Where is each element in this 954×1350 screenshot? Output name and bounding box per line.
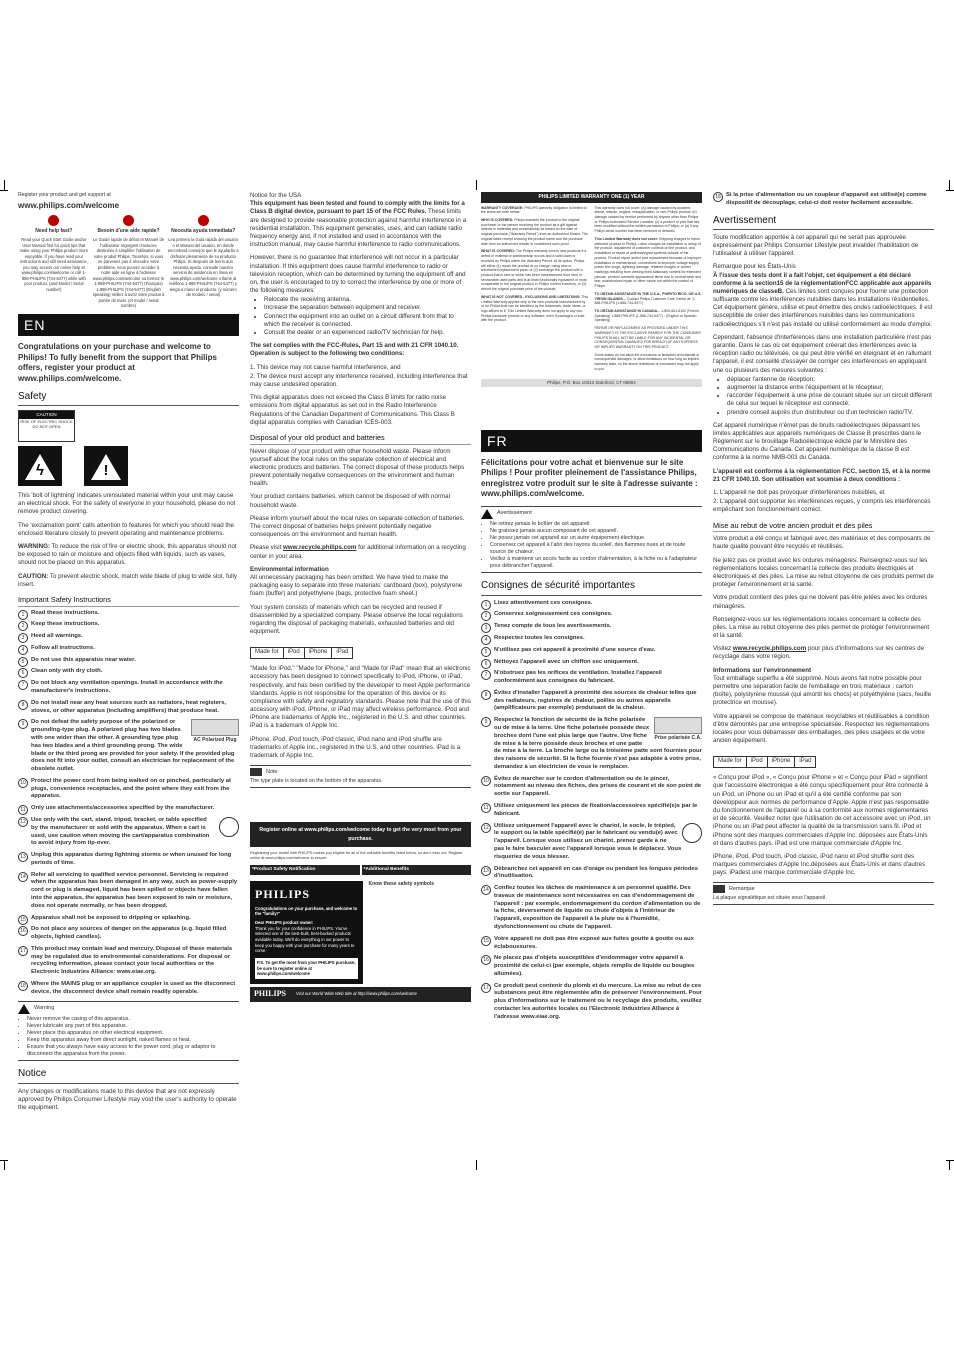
reg-head-benefits: *Additional Benefits: [362, 865, 472, 875]
recycle-link-fr[interactable]: www.recycle.philips.com: [732, 645, 807, 653]
list-item: • raccorder l'équipement à une prise de courant située sur un circuit différent de celui sur lequel le récepteur est connecté;: [727, 392, 934, 408]
warning-box-title: Warning: [34, 1004, 55, 1011]
warning-paragraph: [18, 543, 239, 568]
instruction-item: [481, 823, 702, 862]
list-item: • Increase the separation between equipment and receiver.: [264, 304, 471, 312]
usa-text-fr: Ces limites sont conçues pour fournir une protection suffisante contre les interférences nuisibles dans les installations résidentielles. Cet équipement génère, utilise et peut émettre des ondes radioélectriques. Il est susceptible de créer des interférences nuisibles dans les communications radioélectriques s'il n'est pas installé ou utilisé conformément au mode d'emploi.: [713, 287, 933, 328]
measures-list-fr: [713, 376, 934, 417]
safety-symbols-card: [369, 881, 472, 984]
instruction-text: Évitez d'installer l'appareil à proximité des sources de chaleur telles que des radiateurs, registres de chaleur, poêles ou autres appareils (amplificateurs par exemple) produisant de la chaleur.: [494, 689, 697, 712]
list-item: • Never place this apparatus on other electrical equipment.: [27, 1030, 239, 1037]
disposal-5-fr: [713, 645, 934, 661]
instruction-item: [481, 936, 702, 952]
help-body: Le Guide rapide de début et Manuel de l'utilisateur regorgent d'astuces destinées à simplifier l'utilisation de votre produit Philips. Toutefois, si vous ne parvenez pas à résoudre votre problème, vous pouvez accéder à notre aide en ligne à l'adresse www.philips.com/welcome ou formez le 1-888-PHILIPS (744-5477) (Français) 1-888-PHILIPS (744-5477) (English speaking) Veillez à avoir votre produit à portée de main. (et model / serial nombre): [92, 237, 165, 309]
warr-what-title: WHAT IS COVERED:: [481, 249, 515, 254]
language-bar-en: EN: [18, 314, 239, 336]
list-item: • Never remove the casing of this apparatus.: [27, 1016, 239, 1023]
instruction-number: 8: [18, 700, 28, 710]
usa-text: These limits are designed to provide reasonable protection against harmful interference in a residential installation. This equipment generates, uses, and can radiate radio frequency energy and, if not installed and used in accordance with the instruction manual, may cause harmful interference to radio communications.: [250, 208, 467, 249]
instruction-item: [481, 690, 702, 713]
warranty-title: PHILIPS LIMITED WARRANTY ONE (1) YEAR: [481, 192, 702, 203]
register-url[interactable]: www.philips.com/welcome: [18, 200, 120, 210]
instruction-item: [18, 817, 239, 848]
condition-2: 2. The device must accept any interference received, including interference that may cause undesired operation.: [250, 372, 468, 388]
instructions-list-fr-cont: [713, 192, 934, 208]
note-box: [250, 765, 471, 788]
instruction-number: 6: [18, 668, 28, 678]
help-title: Need help fast?: [35, 228, 73, 235]
bolt-text: This 'bolt of lightning' indicates uninsulated material within your unit may cause an electrical shock. For the safety of everyone in your household, please do not remove product covering.: [18, 492, 236, 516]
note-icon: [713, 885, 725, 893]
instruction-number: 3: [481, 623, 491, 633]
card-body: Thank you for your confidence in PHILIPS. You've selected one of the best-built, best-backed products available today. We'll do everything in our power to keep you happy with your purchase for many years to come.: [255, 925, 355, 954]
warning-label: WARNING:: [18, 543, 50, 551]
important-title: Important Safety Instructions: [18, 595, 239, 607]
instruction-item: [18, 926, 239, 942]
instructions-list-en: [18, 610, 239, 997]
usa-title: Notice for the USA: [250, 192, 302, 199]
register-headings: [250, 865, 471, 875]
instruction-number: 17: [18, 946, 28, 956]
instruction-item: [481, 635, 702, 643]
instruction-number: 7: [18, 680, 28, 690]
exclamation-icon: !: [84, 446, 128, 486]
disposal-2-fr: Ne jetez pas ce produit avec les ordures ménagères. Renseignez-vous sur les réglementations locales concernant la collecte des produits électriques et électroniques et des piles. La mise au rebut citoyenne de ces produits permet de protéger l'environnement et la santé.: [713, 556, 934, 589]
disposal-title-fr: Mise au rebut de votre ancien produit et des piles: [713, 521, 934, 533]
instruction-item: [481, 611, 702, 619]
instruction-text: Where the MAINS plug or an appliance coupler is used as the disconnect device, the disconnect device shall remain readily operable.: [31, 981, 236, 995]
warr-who-title: WHO IS COVERED:: [481, 218, 514, 223]
list-item: • prendre conseil auprès d'un distributeur ou d'un technicien radio/TV.: [727, 409, 934, 417]
crop-mark: [0, 190, 8, 199]
madefor-text-fr: « Conçu pour iPod », « Conçu pour iPhone » et « Conçu pour iPad » signifient que l'accessoire électronique a été conçu spécifiquement pour être connecté à un iPod, un iPhone ou un iPad et qu'il a été certifié conforme par son développeur aux normes de performance d'Apple. Apple n'est pas responsable du fonctionnement de l'appareil ou à sa conformité aux normes réglementaires et de sécurité. Veuillez noter que l'utilisation de cet accessoire avec un iPod, un iPhone ou un iPad peut affecter la qualité de la transmission sans fil. iPod et iPhone sont des marques commerciales d'Apple Inc. déposées aux États-Unis et dans d'autres pays. iPad est une marque commerciale d'Apple Inc.: [713, 774, 931, 847]
card-congrats: Congratulations on your purchase, and welcome to the "family!": [255, 905, 358, 917]
fcc-bold: The set complies with the FCC-Rules, Part 15 and with 21 CFR 1040.10. Operation is subject to the following two conditions:: [250, 342, 459, 358]
instruction-item: [481, 955, 702, 978]
instruction-item: [18, 610, 239, 618]
warr-who: Philips warrants the product to the original purchaser or the person receiving the product as a gift against defects in materials and workmanship as based on the date of original purchase ("Warranty Period") from an Authorized Dealer. The original sales receipt showing the product name and the purchase date from an authorized retailer is considered such proof.: [481, 218, 588, 246]
avert-title-2: Avertissement: [713, 214, 934, 230]
disposal-4-fr: Renseignez-vous sur les réglementations locales concernant la collecte des piles. La mise au rebut citoyenne des piles permet de protéger l'environnement et la santé.: [713, 615, 930, 640]
plug-icon: [654, 717, 702, 734]
instruction-number: 14: [18, 872, 28, 882]
warr-obtain: Contact Philips Customer Care Center at: 1-888-PHILIPS (1-888-744-5477): [594, 296, 696, 306]
help-badge-icon: [123, 215, 134, 226]
cart-warning-icon: [219, 817, 239, 837]
canada-text-fr: Cet appareil numérique n'émet pas de bruits radioélectriques dépassant les limites applicables aux appareils numériques de Classe B prescrites dans le Règlement sur le brouillage Radioélectrique édicté par le Ministère des Communications du Canada. Cet appareil numérique de la classe B est conforme à la norme NMB-003 du Canada.: [713, 421, 922, 462]
list-item: • Relocate the receiving antenna.: [264, 296, 471, 304]
instruction-text: N'obstruez pas les orifices de ventilation. Installez l'appareil conformément aux consignes du fabricant.: [494, 670, 662, 685]
disposal-4: [250, 544, 471, 560]
warr-cov-title: WARRANTY COVERAGE:: [481, 205, 524, 210]
instruction-item: [18, 668, 239, 676]
safety-sym-title: Know these safety symbols: [368, 881, 435, 888]
crop-mark: [946, 190, 954, 199]
help-title: Besoin d'une aide rapide?: [97, 228, 160, 235]
instruction-text: Évitez de marcher sur le cordon d'alimentation ou de le pincer, notamment au niveau des fiches, des prises de courant et de son point de sortie sur l'appareil.: [494, 775, 702, 798]
disposal-4a: Please visit: [250, 544, 282, 552]
language-bar-fr: FR: [481, 430, 702, 452]
instruction-text: Follow all instructions.: [31, 644, 95, 651]
instruction-number: 10: [18, 778, 28, 788]
column-english-1: [18, 192, 239, 1117]
plug-icon: [191, 719, 239, 736]
instruction-text: Do not place any sources of danger on the apparatus (e.g. liquid filled objects, lighted candles).: [31, 926, 227, 941]
crop-mark: [476, 1160, 478, 1170]
crop-mark: [949, 1160, 951, 1170]
crop-mark: [4, 180, 6, 190]
instruction-item: [18, 852, 239, 868]
caution2-label: CAUTION:: [18, 572, 49, 580]
env-title: Environmental information: [250, 565, 329, 573]
warr-excl: Shipping charges to return defective product to Philips. Labor charges for installation or setup of the product, adjustment of customer controls on the product, and installation or repair of antenna/signal systems outside of the product. Product repair and/or part replacement because of improper installation or maintenance, connections to improper voltage supply, power line surge, lightning damage, retained images or screen markings resulting from viewing fixed stationary content for extended periods, product cosmetic appearance items due to normal wear and tear, unauthorized repair or other cause not within the control of Philips.: [594, 236, 702, 289]
footer-logo: PHILIPS: [254, 988, 287, 998]
instruction-number: 2: [481, 611, 491, 621]
safety-title: Safety: [18, 390, 239, 406]
recycle-link[interactable]: www.recycle.philips.com: [283, 544, 357, 552]
avert-list: [481, 521, 702, 571]
warranty-text: [481, 206, 702, 375]
column-french-2: [713, 192, 934, 909]
instruction-text: Utilisez uniquement les pièces de fixation/accessoires spécifié(e)s par le fabricant.: [494, 803, 698, 817]
instruction-number: 13: [481, 866, 491, 876]
made-for-badge: [250, 647, 353, 659]
list-item: • déplacer l'antenne de réception;: [727, 376, 934, 384]
instruction-item: [18, 915, 239, 923]
instruction-text: Heed all warnings.: [31, 633, 83, 640]
help-badge-icon: [48, 215, 59, 226]
list-item: • Ne posez jamais cet appareil sur un autre équipement électrique.: [490, 535, 702, 542]
instruction-item: [481, 623, 702, 631]
usa-paragraph: [250, 200, 471, 249]
instruction-number: 2: [18, 621, 28, 631]
instruction-text: Nettoyez l'appareil avec un chiffon sec uniquement.: [494, 658, 639, 665]
canada-text: This digital apparatus does not exceed the Class B limits for radio noise emissions from digital apparatus as set out in the Radio Interference Regulations of the Canadian Department of Communications. This Class B digital apparatus complies with Canadian ICES-003.: [250, 394, 455, 426]
instruction-item: [481, 866, 702, 882]
crop-mark: [4, 1160, 6, 1170]
instruction-text: Read these instructions.: [31, 609, 100, 616]
condition-2-fr: 2. L'appareil doit supporter les interférences reçues, y compris les interférences empêchant son fonctionnement correct.: [713, 498, 931, 514]
plug-label: Prise polarisée C.A.: [654, 735, 702, 742]
warr-not-title: WHAT IS NOT COVERED - EXCLUSIONS AND LIMITATIONS:: [481, 294, 581, 299]
instruction-item: [18, 778, 239, 801]
help-panels: [18, 215, 239, 308]
list-item: • Consult the dealer or an experienced radio/TV technician for help.: [264, 329, 471, 337]
instruction-text: Tenez compte de tous les avertissements.: [494, 623, 612, 630]
instruction-text: Débranchez cet appareil en cas d'orage ou pendant les longues périodes d'inutilisation.: [494, 865, 699, 880]
warr-what: The Philips warranty covers new products if a defect in material or workmanship occurs and a valid claim is received by Philips within the Warranty Period. At its option, Philips will either (1) repair the product at no charge, using new or refurbished replacement parts, or (2) exchange the product with a product that is new or which has been manufactured from new, or serviceable used parts and is at least functionally equivalent or most comparable to the original product in Philips current inventory, or (3) refund the original purchase price of the product.: [481, 249, 587, 292]
caution-paragraph: [18, 573, 239, 589]
help-panel-en: [18, 215, 90, 308]
usa-text2: However, there is no guarantee that interference will not occur in a particular installation. If this equipment does cause harmful interference to radio or television reception, which can be determined by turning the equipment off and on, the user is encouraged to try to correct the interference by one or more of the following measures:: [250, 254, 466, 295]
instruction-number: 4: [481, 635, 491, 645]
instruction-item: [481, 659, 702, 667]
disposal-5b: pour plus d'informations sur les centres de recyclage dans votre région.: [713, 645, 925, 661]
mfi-iphone: iPhone: [768, 757, 796, 767]
env-1: All unnecessary packaging has been omitted. We have tried to make the packaging easy to separate into three materials: cardboard (box), polystyrene foam (buffer) and polyethylene (bags, protective foam sheet.): [250, 573, 463, 598]
list-item: • Ne retirez jamais le boîtier de cet appareil.: [490, 521, 702, 528]
condition-1: 1. This device may not cause harmful interference, and: [250, 363, 401, 371]
note-title: Note: [266, 768, 278, 775]
notice-text: Any changes or modifications made to this device that are not expressly approved by Philips Consumer Lifestyle may void the user's authority to operate the equipment.: [18, 1087, 237, 1111]
consignes-title: Consignes de sécurité importantes: [481, 579, 702, 595]
mfi-ipod: iPod: [284, 648, 305, 658]
warr-excl-title: This Limited Warranty does not cover:: [594, 236, 659, 241]
usa-bold-fr: À l'issue des tests dont il a fait l'objet, cet équipement a été déclaré conforme à la section15 de la réglementationFCC applicable aux appareils numériques de classeB.: [713, 271, 932, 295]
avert-box: [481, 506, 702, 574]
mfi-made: Made for: [251, 648, 284, 658]
instructions-list-fr: [481, 600, 702, 1022]
disposal-5a: Visitez: [713, 645, 732, 653]
register-bar: Register online at www.philips.com/welcome today to get the very most from your purchase.: [250, 822, 471, 847]
instruction-item: [18, 680, 239, 696]
warr-obtain-title: TO OBTAIN ASSISTANCE IN THE U.S.A., PUERTO RICO, OR U.S. VIRGIN ISLANDS...: [594, 291, 702, 301]
caution-label-box: [18, 410, 75, 442]
column-french-1: [481, 192, 702, 1026]
help-body: Lea primero la Guía rápida del usuario o el Manual del usuario, en donde encontrará consejos que le ayudarán a disfrutar plenamente de su producto Philips. Si después de leerlo aún necesita ayuda, consulte nuestro servicio de asistencia en línea en www.philips.com/welcome o llame al teléfono 1-888-PHILIPS (744-5477) y tenga a mano el producto. (y número de modelo / serial): [167, 237, 239, 298]
instruction-number: 5: [481, 647, 491, 657]
instruction-text: Use only with the cart, stand, tripod, bracket, or table specified by the manufacturer or sold with the apparatus. When a cart is used, use caution when moving the cart/apparatus combination to avoid injury from tip-over.: [31, 816, 210, 847]
congrats-fr: Félicitations pour votre achat et bienvenue sur le site Philips ! Pour profiter pleinement de l'assistance Philips, enregistrez votre produit sur le site à l'adresse suivante : www.philips.com/welcome.: [481, 458, 698, 499]
footer-text: Visit our World Wide Web Site at http://www.philips.com/welcome: [296, 991, 417, 997]
warr-repair: REPAIR OR REPLACEMENT AS PROVIDED UNDER THIS WARRANTY IS THE EXCLUSIVE REMEDY FOR THE CONSUMER. PHILIPS SHALL NOT BE LIABLE FOR ANY INCIDENTAL OR CONSEQUENTIAL DAMAGES FOR BREACH OF ANY EXPRESS OR IMPLIED WARRANTY ON THIS PRODUCT.: [594, 326, 702, 349]
warr-canada: 1-800-661-6162 (French Speaking) 1-888-PHILIPS (1-888-744-5477) - (English or Spanish Speaking): [594, 308, 700, 323]
philips-logo: PHILIPS: [255, 887, 311, 902]
instruction-text: Do not block any ventilation openings. Install in accordance with the manufacturer's instructions.: [31, 680, 223, 695]
cart-warning-icon: [682, 823, 702, 843]
instruction-item: [18, 719, 239, 773]
instruction-text: Lisez attentivement ces consignes.: [494, 599, 593, 606]
disposal-4b: for additional information on a recycling center in your area.: [250, 544, 466, 560]
warning-box: [18, 1001, 239, 1062]
instruction-text: Utilisez uniquement l'appareil avec le chariot, le socle, le trépied, le support ou la table spécifié(e) par le fabricant ou vendu(e) avec l'appareil. Lorsque vous utilisez un chariot, prenez garde à ne pas le faire basculer avec l'appareil lorsque vous le déplacez. Vous risqueriez de vous blesser.: [494, 822, 682, 860]
instruction-text: Ne placez pas d'objets susceptibles d'endommager votre appareil à proximité de celui-ci (par exemple, objets remplis de liquide ou bougies allumées).: [494, 955, 695, 977]
measures-list: [250, 296, 471, 337]
column-english-2: [250, 192, 471, 1002]
instruction-item: [18, 700, 239, 716]
instruction-number: 17: [481, 983, 491, 993]
instruction-text: Do not install near any heat sources such as radiators, heat registers, stoves, or other apparatus (including amplifiers) that produce heat.: [31, 699, 227, 714]
instruction-text: Keep these instructions.: [31, 621, 100, 628]
instruction-item: [481, 983, 702, 1022]
instruction-number: 15: [481, 936, 491, 946]
disposal-3-fr: Votre produit contient des piles qui ne doivent pas être jetées avec les ordures ménagères.: [713, 594, 928, 610]
help-badge-icon: [198, 215, 209, 226]
madefor-text: "Made for iPod," "Made for iPhone," and "Made for iPad" mean that an electronic accessory has been designed to connect specifically to iPod, iPhone, or iPad, respectively, and has been certified by the developer to meet Apple performance standards. Apple is not responsible for the operation of this device or its compliance with safety and regulatory standards. Please note that the use of this accessory with iPod, iPhone, or iPad may affect wireless performance. iPod and iPhone are trademarks of Apple Inc., registered in the U.S. and other countries. iPad is a trademark of Apple Inc.: [250, 665, 471, 730]
instruction-number: 13: [18, 852, 28, 862]
instruction-number: 1: [481, 600, 491, 610]
instruction-item: [481, 670, 702, 686]
instruction-text: Only use attachments/accessories specified by the manufacturer.: [31, 805, 215, 812]
list-item: • augmenter la distance entre l'équipement et le récepteur;: [727, 384, 934, 392]
instruction-number: 7: [481, 670, 491, 680]
instruction-text: Apparatus shall not be exposed to dripping or splashing.: [31, 914, 191, 921]
instruction-item: [18, 621, 239, 629]
mfi-ipad: iPad: [336, 649, 349, 656]
mfi-ipod: iPod: [747, 757, 768, 767]
instruction-number: 12: [18, 817, 28, 827]
list-item: • Ensure that you always have easy access to the power cord, plug or adaptor to disconnect the apparatus from the power.: [27, 1044, 239, 1058]
instruction-number: 9: [481, 717, 491, 727]
ipod-text-fr: iPhone, iPod, iPod touch, iPod classic, iPod nano et iPod shuffle sont des marques commerciales d'Apple Inc.déposées aux États-Unis et dans d'autres pays. iPadest une marque commerciale d'Apple Inc.: [713, 852, 926, 877]
instruction-item: [18, 633, 239, 641]
instruction-item: [18, 657, 239, 665]
caution-label: CAUTION: [19, 411, 74, 419]
condition-1-fr: 1. L'appareil ne doit pas provoquer d'interférences nuisibles, et: [713, 489, 885, 496]
footer-strip: [250, 987, 471, 1002]
excl-text: The 'exclamation point' calls attention to features for which you should read the enclosed literature closely to prevent operating and maintenance problems.: [18, 521, 234, 537]
disposal-title: Disposal of your old product and batteries: [250, 433, 471, 445]
warr-canada-title: TO OBTAIN ASSISTANCE IN CANADA...: [594, 308, 661, 313]
warr-right: This warranty does not cover: (a) damage caused by accident, abuse, misuse, neglect, misapplication, or non-Philips product; (b) damage caused by service performed by anyone other than Philips or Philips Authorized Service Location; (c) a product or part that has been modified without the written permission of Philips; or (d) if any Philips serial number has been removed or defaced.: [594, 205, 700, 234]
instruction-number: 8: [481, 690, 491, 700]
warr-cov: PHILIPS warranty obligation is limited to the terms set forth below.: [481, 205, 587, 215]
instruction-item: [481, 717, 702, 771]
register-small-text: Registering your model with PHILIPS makes you eligible for all of the valuable benefits listed below, so don't miss out. Register online at www.philips.com/welcome to ensure:: [250, 850, 463, 860]
instruction-text: N'utilisez pas cet appareil à proximité d'une source d'eau.: [494, 646, 656, 653]
card-ps: P.S. To get the most from your PHILIPS purchase, be sure to register online at www.philips.com/welcome: [255, 958, 358, 979]
plug-label: AC Polarized Plug: [193, 737, 237, 744]
instruction-number: 10: [481, 776, 491, 786]
crop-mark: [476, 180, 478, 190]
instruction-number: 9: [18, 719, 28, 729]
disposal-2: Your product contains batteries, which cannot be disposed of with normal household waste.: [250, 493, 450, 509]
card-dear: Dear PHILIPS product owner:: [255, 919, 314, 925]
instruction-number: 11: [18, 805, 28, 815]
help-title: Necesita ayuda inmediata?: [171, 228, 236, 235]
philips-card: [250, 881, 363, 984]
disposal-1-fr: Votre produit a été conçu et fabriqué avec des matériaux et des composants de haute qualité pouvant être recyclés et réutilisés.: [713, 535, 931, 551]
congrats-en: Congratulations on your purchase and welcome to Philips! To fully benefit from the support that Philips offers, register your product at www.philips.com/welcome.: [18, 342, 217, 383]
instruction-number: 11: [481, 803, 491, 813]
instruction-number: 16: [481, 955, 491, 965]
instruction-number: 1: [18, 610, 28, 620]
instruction-number: 15: [18, 915, 28, 925]
usa-title-fr: Remarque pour les États-Unis: [713, 263, 796, 271]
ac-polarized-plug-image: [654, 717, 702, 745]
warranty-address: Philips, P.O. Box 10313 Stamford, CT 06904: [481, 379, 702, 387]
list-item: • Connect the equipment into an outlet on a circuit different from that to which the receiver is connected.: [264, 313, 471, 329]
mfi-made: Made for: [714, 757, 747, 767]
help-panel-fr: [93, 215, 165, 308]
instruction-text: This product may contain lead and mercury. Disposal of these materials may be regulated due to environmental considerations. For disposal or recycling information, please contact your local authorities or the Electronic Industries Alliance: www.eiae.org.: [31, 945, 233, 976]
warning-icon: [18, 1004, 30, 1014]
instruction-text: Confiez toutes les tâches de maintenance à un personnel qualifié. Des travaux de maintenance sont nécessaires en cas d'endommagement de l'appareil : par exemple, endommagement du cordon d'alimentation ou de la fiche, déversement de liquide ou chute d'objets à l'intérieur de l'appareil, exposition de l'appareil à la pluie ou à l'humidité, dysfonctionnement ou chute de l'appareil.: [494, 885, 701, 930]
instruction-text: Do not defeat the safety purpose of the polarized or grounding-type plug. A polarized plug has two blades with one wider than the other. A grounding type plug has two blades and a third grounding prong. The wide blade or the third prong are provided for your safety. If the provided plug does not fit into your outlet, consult an electrician for replacement of the obsolete outlet.: [31, 719, 235, 773]
instruction-text: Respectez la fonction de sécurité de la fiche polarisée ou de mise à la terre. Une fiche polarisée possède deux broches dont l'une est plus large que l'autre. Une fiche de mise à la terre possède deux broches et une patte de mise à la terre. La broche large ou la troisième patte sont fournies pour des raisons de sécurité. Si la fiche fournie n'est pas adaptée à votre prise, demandez à un électricien de vous le remplacer.: [494, 717, 702, 770]
instruction-number: 16: [18, 926, 28, 936]
env-2: Your system consists of materials which can be recycled and reused if disassembled by a specialized company. Please observe the local regulations regarding the disposal of packaging materials, exhausted batteries and old equipment.: [250, 603, 463, 636]
note-item-fr: La plaque signalétique est située sous l'appareil.: [713, 895, 827, 902]
instruction-text: Clean only with dry cloth.: [31, 668, 103, 675]
instruction-item: [18, 872, 239, 911]
note-icon: [250, 768, 262, 776]
notice-title: Notice: [18, 1067, 239, 1083]
list-item: • Never lubricate any part of this apparatus.: [27, 1023, 239, 1030]
instruction-number: 14: [481, 885, 491, 895]
list-item: • Veillez à maintenir un accès facile au cordon d'alimentation, à la fiche ou à l'adaptateur pour débrancher l'appareil.: [490, 556, 702, 570]
instruction-text: Protect the power cord from being walked on or pinched, particularly at plugs, convenience receptacles, and the point where they exit from the apparatus.: [31, 777, 231, 800]
caution2-text: To prevent electric shock, match wide blade of plug to wide slot, fully insert.: [18, 572, 237, 588]
disposal-1: Never dispose of your product with other household waste. Please inform yourself about the local rules on the separate collection of electrical and electronic products and batteries. The correct disposal of these products helps prevent potentially negative consequences on the environment and human health.: [250, 447, 465, 488]
instruction-number: 18: [18, 981, 28, 991]
list-item: • Keep this apparatus away from direct sunlight, naked flames or heat.: [27, 1037, 239, 1044]
note-box-fr: [713, 882, 934, 905]
list-item: • Ne graissez jamais aucun composant de cet appareil.: [490, 528, 702, 535]
register-small: Register your product and get support at: [18, 192, 111, 198]
caution-text: RISK OF ELECTRIC SHOCK DO NOT OPEN: [20, 419, 73, 430]
instruction-item: [481, 776, 702, 799]
warr-not: This Limited Warranty applies only to the new products manufactured by or for Philips that can be identified by the trademark, trade name, or logo affixed to it. This Limited Warranty does not apply to any non-Philips hardware product or any software, even if packaged or sold with the product.: [481, 294, 588, 323]
note-item: The type plate is located on the bottom of the apparatus.: [250, 778, 383, 785]
warr-states: Some states do not allow the exclusions or limitation of incidental or consequential damages, or allow limitations on how long an implied warranty lasts, so the above limitations or exclusions may not apply to you.: [594, 352, 700, 371]
instruction-text: Unplug this apparatus during lightning storms or when unused for long periods of time.: [31, 852, 232, 866]
fcc-bold-fr: L'appareil est conforme à la réglementation FCC, section 15, et à la norme 21 CFR 1040.10. Son utilisation est soumise à deux conditions :: [713, 467, 931, 483]
warning-text: To reduce the risk of fire or electric shock, this apparatus should not be exposed to rain or moisture and objects filled with liquids, such as vases, should not be placed on this apparatus.: [18, 543, 237, 567]
note-title-fr: Remarque: [729, 885, 755, 892]
instruction-text: Votre appareil ne doit pas être exposé aux fuites goutte à goutte ou aux éclaboussures.: [494, 935, 694, 950]
safety-symbols: [18, 446, 239, 486]
instruction-text: Do not use this apparatus near water.: [31, 656, 136, 663]
instruction-item: [18, 805, 239, 813]
help-body: Read your Quick Start Guide and/or User Manual first for quick tips that make using your Philips product more enjoyable. If you have read your instructions and still need assistance, you may access our online help at www.philips.com/welcome or call 1-888-PHILIPS (744-5477) while with your product. (and Model / Serial number): [19, 237, 89, 292]
instruction-item: [481, 600, 702, 608]
instruction-item: [481, 647, 702, 655]
registration-card: [250, 881, 471, 984]
usa-paragraph-fr: [713, 272, 934, 329]
usa-bold: This equipment has been tested and found to comply with the limits for a Class B digital device, pursuant to part 15 of the FCC Rules.: [250, 200, 465, 216]
ipod-text: iPhone, iPod, iPod touch, iPod classic, iPod nano and iPod shuffle are trademarks of Apple Inc., registered in the U.S. and other countries. iPad is a trademark of Apple Inc.: [250, 735, 461, 760]
warning-list: [18, 1016, 239, 1059]
instruction-item: [481, 885, 702, 932]
instruction-item: [18, 946, 239, 977]
env-1-fr: Tout emballage superflu a été supprimé. Nous avons fait notre possible pour permettre une séparation facile de l'emballage en trois matériaux : carton (boîte), polystyrène moussé (qui amortit les chocs) et polyéthylène (sacs, feuille protectrice en mousse).: [713, 674, 932, 707]
list-item: • Conservez cet appareil à l'abri des rayons du soleil, des flammes nues et de toute source de chaleur.: [490, 542, 702, 556]
avert-title: Avertissement: [497, 509, 532, 516]
avert-text: Toute modification apportée à cet appareil qui ne serait pas approuvée expressément par Philips Consumer Lifestyle peut invalider l'habilitation de l'utilisateur à utiliser l'appareil.: [713, 233, 919, 258]
help-panel-es: [167, 215, 239, 308]
instruction-number: 6: [481, 659, 491, 669]
instruction-number: 4: [18, 645, 28, 655]
env-title-fr: Informations sur l'environnement: [713, 666, 812, 674]
instruction-number: 5: [18, 657, 28, 667]
instruction-item: [18, 981, 239, 997]
disposal-3: Please inform yourself about the local rules on separate collection of batteries. The correct disposal of batteries helps prevent potentially negative consequences on the environment and human health.: [250, 514, 465, 539]
instruction-text: Ce produit peut contenir du plomb et du mercure. La mise au rebut de ces substances peut être réglementée afin de préserver l'environnement. Pour plus d'informations sur le traitement ou le recyclage des produits, veuillez contacter les autorités locales ou l'Electronic Industries Alliance à l'adresse www.eiae.org.: [494, 982, 702, 1020]
crop-mark: [949, 180, 951, 190]
instruction-text: Respectez toutes les consignes.: [494, 634, 585, 641]
instruction-item: 18 Si la prise d'alimentation ou un coupleur d'appareil est utilisé(e) comme dispositif de découplage, celui-ci doit rester facilement accessible.: [713, 192, 934, 208]
reg-head-safety: *Product Safety Notification: [250, 865, 360, 875]
mfi-ipad: iPad: [799, 758, 812, 765]
instruction-text: Conservez soigneusement ces consignes.: [494, 611, 613, 618]
instruction-item: [481, 803, 702, 819]
instruction-number: 12: [481, 823, 491, 833]
instruction-text: Refer all servicing to qualified service personnel. Servicing is required when the apparatus has been damaged in any way, such as power-supply cord or plug is damaged, liquid has been spilled or objects have fallen into the apparatus, the apparatus has been exposed to rain or moisture, does not operate normally, or has been dropped.: [31, 871, 238, 909]
lightning-bolt-icon: ϟ: [18, 446, 62, 486]
instruction-item: [18, 645, 239, 653]
env-2-fr: Votre appareil se compose de matériaux recyclables et réutilisables à condition d'être démontés par une entreprise spécialisée. Respectez les réglementations locales pour vous débarrasser des emballages, des piles usagées et de votre ancien équipement.: [713, 712, 930, 745]
mfi-iphone: iPhone: [305, 648, 333, 658]
warning-icon: [481, 509, 493, 519]
instruction-number: 3: [18, 633, 28, 643]
ac-polarized-plug-image: [191, 719, 239, 747]
made-for-badge-fr: [713, 756, 816, 768]
usa-text2-fr: Cependant, l'absence d'interférences dans une installation particulière n'est pas garantie. Dans le cas où cet équipement créerait des interférences avec la réception radio ou télévisée, ce qui peut être vérifié en éteignant et en rallumant l'appareil, il est conseillé d'essayer de corriger ces interférences en appliquant une ou plusieurs des mesures suivantes :: [713, 333, 932, 374]
